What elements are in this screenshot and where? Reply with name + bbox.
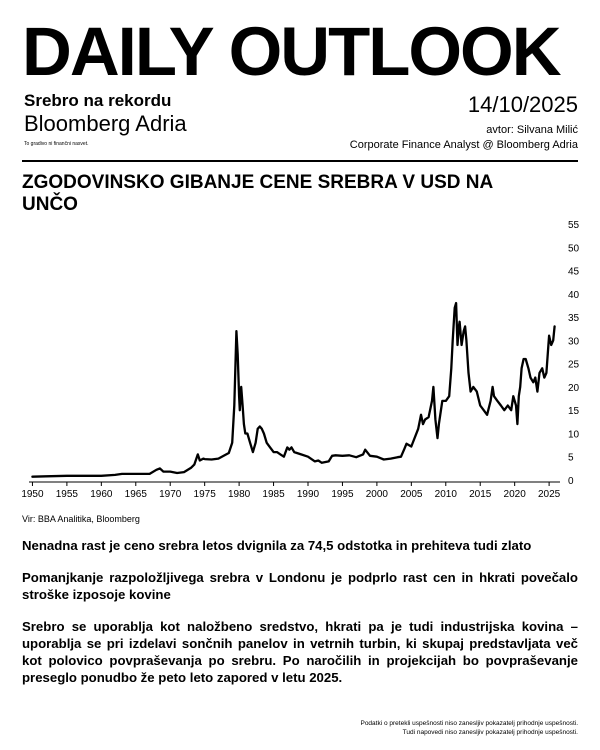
x-tick-label: 2010	[434, 489, 457, 500]
disclaimer	[360, 719, 578, 737]
y-tick-label: 10	[568, 429, 580, 441]
masthead-title: DAILY OUTLOOK	[22, 13, 560, 90]
y-tick-label: 25	[568, 359, 580, 371]
author-line: avtor: Silvana Milić	[486, 124, 578, 136]
disclaimer-line: Podatki o pretekli uspešnosti niso zanesljiv pokazatelj prihodnje uspešnosti.	[360, 720, 578, 727]
disclaimer-line: Tudi napovedi niso zanesljiv pokazatelj prihodnje uspešnosti.	[402, 729, 578, 736]
x-tick-label: 1955	[55, 489, 79, 500]
y-tick-label: 15	[568, 406, 580, 418]
brand-name: Bloomberg Adria	[24, 111, 187, 136]
x-tick-label: 1965	[124, 489, 147, 500]
x-tick-label: 2015	[469, 489, 492, 500]
x-tick-label: 1995	[331, 489, 354, 500]
tagline: To gradivo ni finančni nasvet.	[24, 141, 89, 147]
x-tick-label: 1975	[193, 489, 216, 500]
y-tick-label: 5	[568, 452, 574, 464]
x-tick-label: 2025	[537, 489, 561, 500]
report-date: 14/10/2025	[467, 92, 578, 117]
y-tick-label: 0	[568, 476, 574, 487]
y-tick-label: 40	[568, 289, 580, 301]
x-tick-label: 1960	[90, 489, 113, 500]
y-tick-label: 35	[568, 313, 580, 325]
key-point: Pomanjkanje razpoložljivega srebra v Londonu je podprlo rast cen in hkrati povečalo stroške izposoje kovine	[22, 570, 578, 602]
report-subtitle: Srebro na rekordu	[24, 91, 172, 110]
y-tick-label: 30	[568, 336, 580, 348]
x-tick-label: 1990	[296, 489, 320, 500]
x-tick-label: 2020	[503, 489, 526, 500]
key-point: Nenadna rast je ceno srebra letos dvignila za 74,5 odstotka in prehiteva tudi zlato	[22, 538, 532, 553]
y-tick-label: 55	[568, 220, 580, 231]
x-tick-label: 2005	[400, 489, 423, 500]
y-tick-label: 20	[568, 382, 580, 394]
x-tick-label: 1985	[262, 489, 285, 500]
x-tick-label: 1950	[21, 489, 44, 500]
silver-price-line	[32, 303, 554, 477]
y-tick-label: 45	[568, 266, 580, 278]
x-tick-label: 1970	[159, 489, 182, 500]
y-tick-label: 50	[568, 243, 580, 255]
chart-source: Vir: BBA Analitika, Bloomberg	[22, 514, 140, 524]
author-role: Corporate Finance Analyst @ Bloomberg Adria	[349, 139, 578, 151]
x-tick-label: 1980	[227, 489, 251, 500]
key-points	[22, 537, 578, 701]
key-point: Srebro se uporablja kot naložbeno sredstvo, hkrati pa je tudi industrijska kovina – uporablja se pri izdelavi sončnih panelov in vetrnih turbin, ki skupaj predstavljata več kot polovico povpraševanja po srebru. Po naročilih in projekcijah bo povpraševanje preseglo ponudbo že peto leto zapored v letu 2025.	[22, 619, 578, 685]
chart-title: ZGODOVINSKO GIBANJE CENE SREBRA V USD NA UNČO	[22, 172, 493, 215]
x-tick-label: 2000	[365, 489, 389, 500]
